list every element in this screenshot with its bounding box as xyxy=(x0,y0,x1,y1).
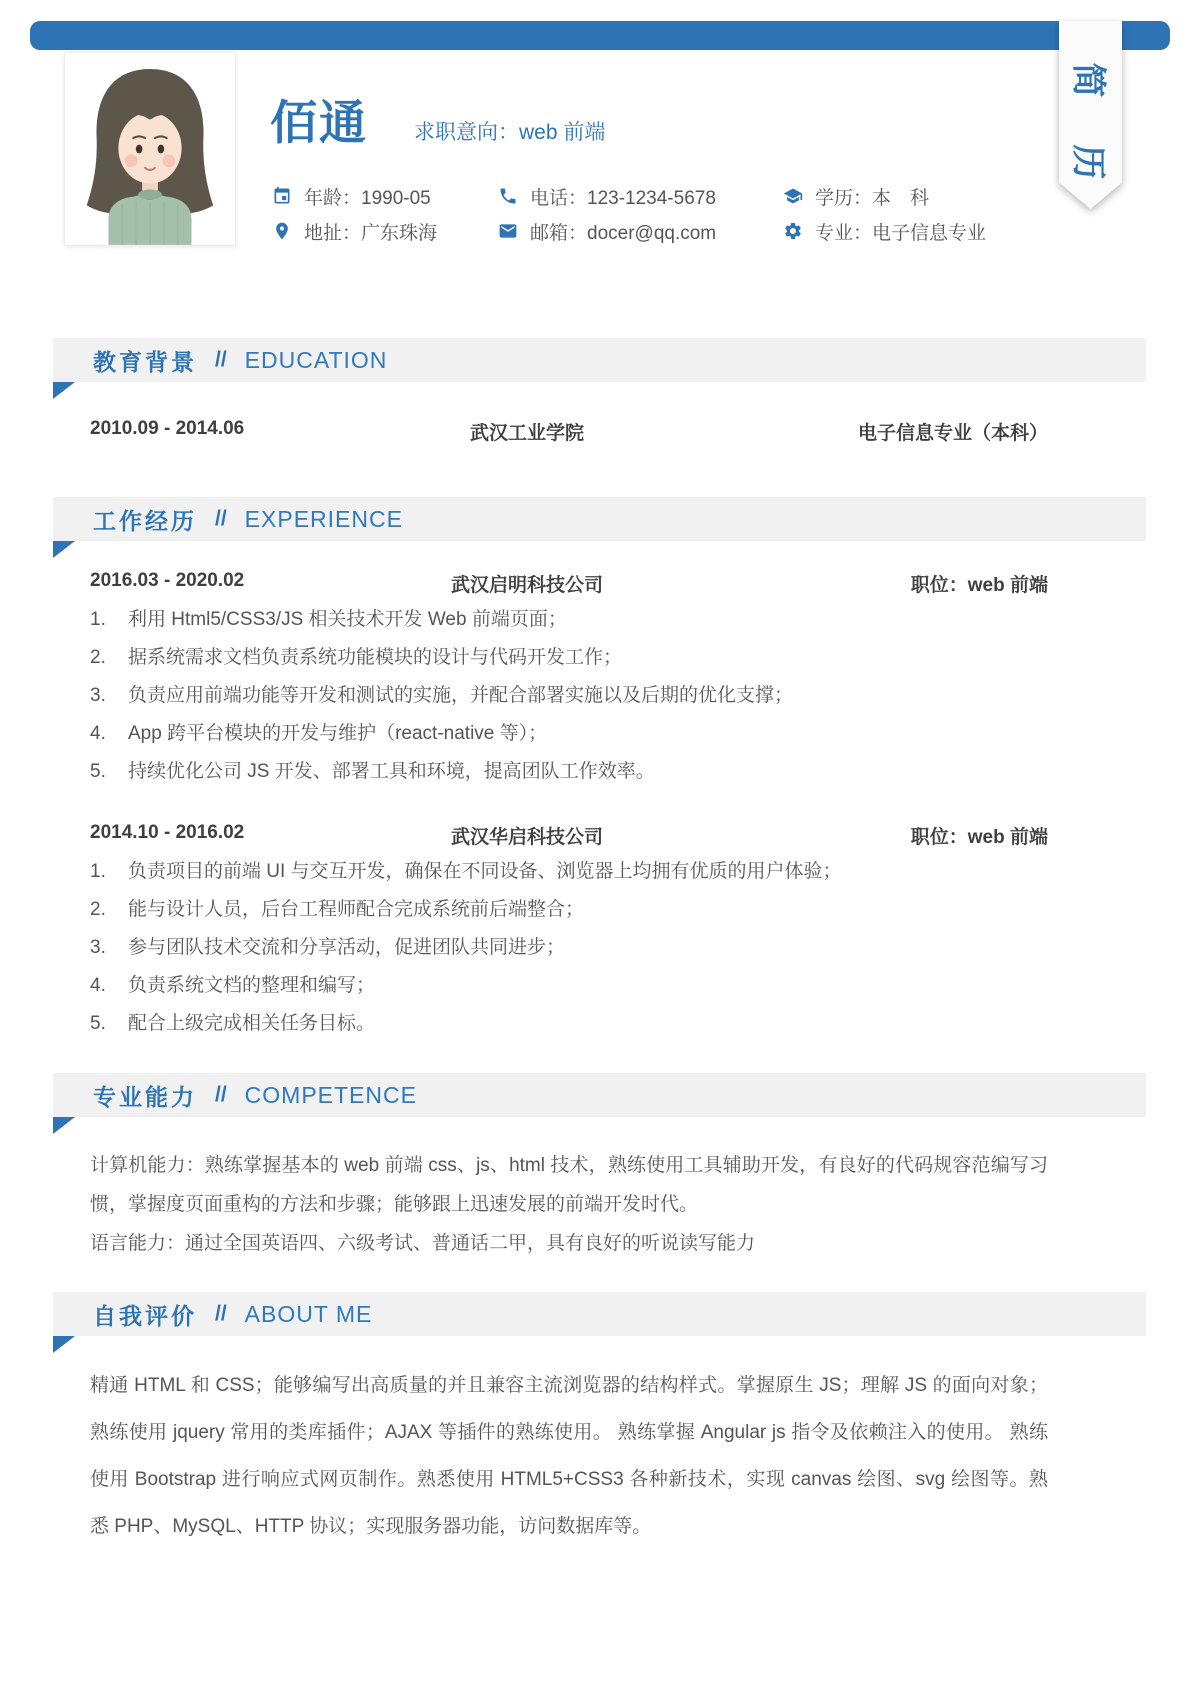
avatar-illustration xyxy=(65,53,235,245)
job-duty-item: 配合上级完成相关任务目标。 xyxy=(128,1013,376,1034)
job-header-row xyxy=(90,570,1048,594)
envelope-icon xyxy=(498,221,518,241)
job-duty-list xyxy=(90,860,1048,1050)
job-duty-item: App 跨平台模块的开发与维护（react-native 等）； xyxy=(128,723,548,744)
info-phone-text: 电话：123-1234-5678 xyxy=(530,187,716,209)
info-age-text: 年龄：1990-05 xyxy=(304,187,431,209)
job-objective: 求职意向：web 前端 xyxy=(414,121,606,144)
job-duty-item: 参与团队技术交流和分享活动，促进团队共同进步； xyxy=(128,937,566,958)
info-degree xyxy=(783,184,1053,208)
info-degree-text: 学历：本 科 xyxy=(815,187,930,209)
section-title-en: ABOUT ME xyxy=(244,1300,373,1327)
education-row xyxy=(90,418,1048,442)
info-age xyxy=(272,184,498,208)
job-company: 武汉华启科技公司 xyxy=(450,827,603,848)
education-period: 2010.09 - 2014.06 xyxy=(90,418,245,439)
section-header-education xyxy=(53,338,1146,382)
info-major-text: 专业：电子信息专业 xyxy=(815,222,987,244)
section-slashes: // xyxy=(215,1302,227,1325)
section-title-en: COMPETENCE xyxy=(244,1081,417,1108)
education-major: 电子信息专业（本科） xyxy=(857,423,1048,444)
section-corner-triangle xyxy=(53,1117,75,1134)
info-major xyxy=(783,219,1053,243)
section-slashes: // xyxy=(215,348,227,371)
info-address xyxy=(272,219,498,243)
section-title-zh: 自我评价 xyxy=(93,1302,197,1329)
job-duty-item: 负责应用前端功能等开发和测试的实施，并配合部署实施以及后期的优化支撑； xyxy=(128,685,794,706)
calendar-icon xyxy=(272,186,292,206)
candidate-name: 佰通 xyxy=(270,96,368,149)
job-position: 职位：web 前端 xyxy=(910,575,1048,596)
job-period: 2016.03 - 2020.02 xyxy=(90,570,245,591)
section-header-about xyxy=(53,1292,1146,1336)
info-email-text: 邮箱：docer@qq.com xyxy=(530,222,717,244)
about-paragraph: 精通 HTML 和 CSS；能够编写出高质量的并且兼容主流浏览器的结构样式。掌握原生 JS；理解 JS 的面向对象；熟练使用 jquery 常用的类库插件；AJAX 等插件的熟练使用。 熟练掌握 Angular js 指令及依赖注入的使用。 熟练使用 Bootstrap 进行响应式网页制作。熟悉使用 HTML5+CSS3 各种新技术，实现 canvas 绘图、svg 绘图等。熟悉 PHP、MySQL、HTTP 协议；实现服务器功能，访问数据库等。 xyxy=(90,1375,1048,1537)
job-duty-item: 负责系统文档的整理和编写； xyxy=(128,975,376,996)
profile-photo xyxy=(64,52,236,246)
competence-paragraph: 计算机能力：熟练掌握基本的 web 前端 css、js、html 技术，熟练使用工具辅助开发，有良好的代码规容范编写习惯，掌握度页面重构的方法和步骤；能够跟上迅速发展的前端开发时代。 xyxy=(90,1155,1048,1215)
job-duty-item: 利用 Html5/CSS3/JS 相关技术开发 Web 前端页面； xyxy=(128,609,567,630)
job-duty-list xyxy=(90,608,1048,798)
job-duty-item: 据系统需求文档负责系统功能模块的设计与代码开发工作； xyxy=(128,647,623,668)
section-corner-triangle xyxy=(53,382,75,399)
job-company: 武汉启明科技公司 xyxy=(450,575,603,596)
about-text xyxy=(90,1362,1048,1550)
job-period: 2014.10 - 2016.02 xyxy=(90,822,245,843)
info-email xyxy=(498,219,783,243)
contact-info-grid xyxy=(272,184,1053,243)
education-school: 武汉工业学院 xyxy=(469,423,584,444)
job-header-row xyxy=(90,822,1048,846)
section-title-zh: 专业能力 xyxy=(93,1083,197,1110)
job-duty-item: 持续优化公司 JS 开发、部署工具和环境，提高团队工作效率。 xyxy=(128,761,655,782)
phone-icon xyxy=(498,186,518,206)
competence-text xyxy=(90,1146,1048,1263)
section-corner-triangle xyxy=(53,541,75,558)
info-phone xyxy=(498,184,783,208)
gear-icon xyxy=(783,221,803,241)
location-pin-icon xyxy=(272,221,292,241)
section-slashes: // xyxy=(215,507,227,530)
competence-paragraph: 语言能力：通过全国英语四、六级考试、普通话二甲，具有良好的听说读写能力 xyxy=(90,1233,756,1254)
info-address-text: 地扯：广东珠海 xyxy=(304,222,438,244)
section-slashes: // xyxy=(215,1083,227,1106)
resume-ribbon xyxy=(1059,21,1122,209)
top-accent-bar xyxy=(30,21,1170,50)
job-duty-item: 能与设计人员，后台工程师配合完成系统前后端整合； xyxy=(128,899,585,920)
section-title-en: EXPERIENCE xyxy=(244,505,403,532)
section-header-experience xyxy=(53,497,1146,541)
ribbon-char-jian: 简 xyxy=(1068,62,1108,98)
section-title-en: EDUCATION xyxy=(244,346,388,373)
section-title-zh: 教育背景 xyxy=(93,348,197,375)
graduation-cap-icon xyxy=(783,186,803,206)
ribbon-char-li: 历 xyxy=(1068,144,1108,180)
job-duty-item: 负责项目的前端 UI 与交互开发，确保在不同设备、浏览器上均拥有优质的用户体验； xyxy=(128,861,842,882)
job-position: 职位：web 前端 xyxy=(910,827,1048,848)
section-header-competence xyxy=(53,1073,1146,1117)
section-title-zh: 工作经历 xyxy=(93,507,197,534)
section-corner-triangle xyxy=(53,1336,75,1353)
